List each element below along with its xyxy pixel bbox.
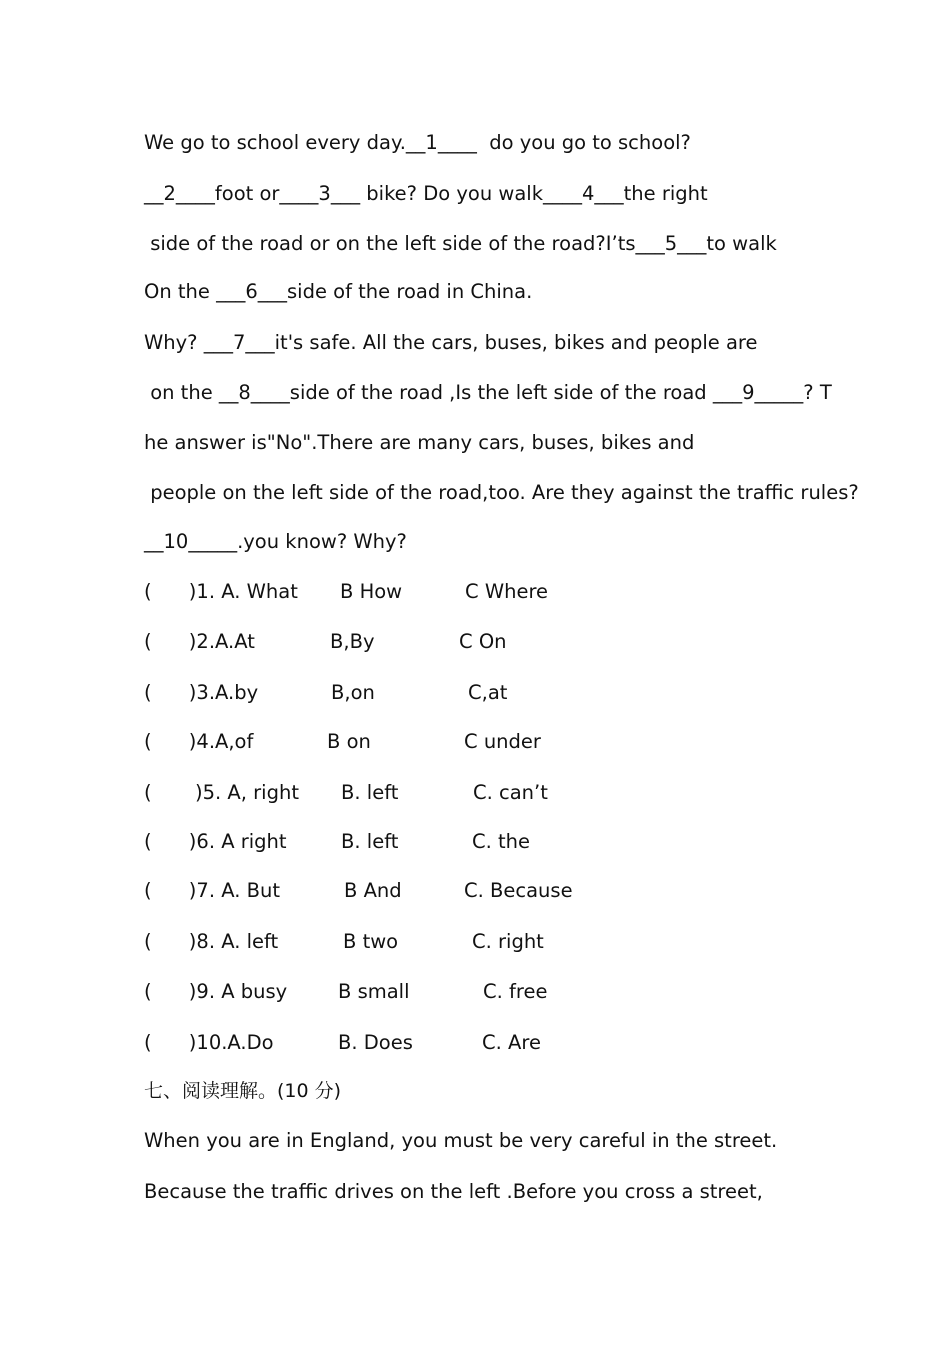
passage-line-3: side of the road or on the left side of the road?I’ts___5___to walk (144, 232, 777, 255)
question-number-option-a: ( )1. A. What (144, 580, 298, 603)
option-b: B And (344, 879, 402, 902)
option-c: C On (459, 630, 507, 653)
option-c: C. free (483, 980, 548, 1003)
option-b: B two (343, 930, 399, 953)
question-number-option-a: ( )5. A, right (144, 781, 299, 804)
option-c: C,at (468, 681, 508, 704)
reading-line-2: Because the traffic drives on the left .Before you cross a street, (144, 1180, 763, 1203)
question-number-option-a: ( )3.A.by (144, 681, 259, 704)
option-b: B. Does (338, 1031, 413, 1054)
option-c: C. Because (464, 879, 573, 902)
question-number-option-a: ( )10.A.Do (144, 1031, 274, 1054)
option-b: B,By (330, 630, 375, 653)
option-c: C. can’t (473, 781, 548, 804)
passage-line-4: On the ___6___side of the road in China. (144, 280, 533, 303)
passage-line-8: people on the left side of the road,too. Are they against the traffic rules? (144, 481, 859, 504)
option-b: B,on (331, 681, 375, 704)
question-number-option-a: ( )2.A.At (144, 630, 255, 653)
option-c: C Where (465, 580, 549, 603)
option-c: C. Are (482, 1031, 541, 1054)
reading-line-1: When you are in England, you must be very careful in the street. (144, 1129, 778, 1152)
option-c: C under (464, 730, 541, 753)
question-number-option-a: ( )8. A. left (144, 930, 279, 953)
passage-line-7: he answer is"No".There are many cars, buses, bikes and (144, 431, 695, 454)
option-b: B. left (341, 781, 399, 804)
question-number-option-a: ( )7. A. But (144, 879, 280, 902)
option-c: C. right (472, 930, 544, 953)
question-number-option-a: ( )9. A busy (144, 980, 288, 1003)
option-c: C. the (472, 830, 531, 853)
passage-line-6: on the __8____side of the road ,Is the left side of the road ___9_____? T (144, 381, 832, 404)
option-b: B on (327, 730, 371, 753)
section-heading: 七、阅读理解。(10 分) (144, 1080, 342, 1102)
question-number-option-a: ( )4.A,of (144, 730, 254, 753)
option-b: B How (340, 580, 403, 603)
option-b: B. left (341, 830, 399, 853)
passage-line-2: __2____foot or____3___ bike? Do you walk____4___the right (144, 182, 708, 205)
option-b: B small (338, 980, 410, 1003)
passage-line-9: __10_____.you know? Why? (144, 530, 407, 553)
passage-line-5: Why? ___7___it's safe. All the cars, buses, bikes and people are (144, 331, 758, 354)
passage-line-1: We go to school every day.__1____ do you go to school? (144, 131, 691, 154)
question-number-option-a: ( )6. A right (144, 830, 287, 853)
